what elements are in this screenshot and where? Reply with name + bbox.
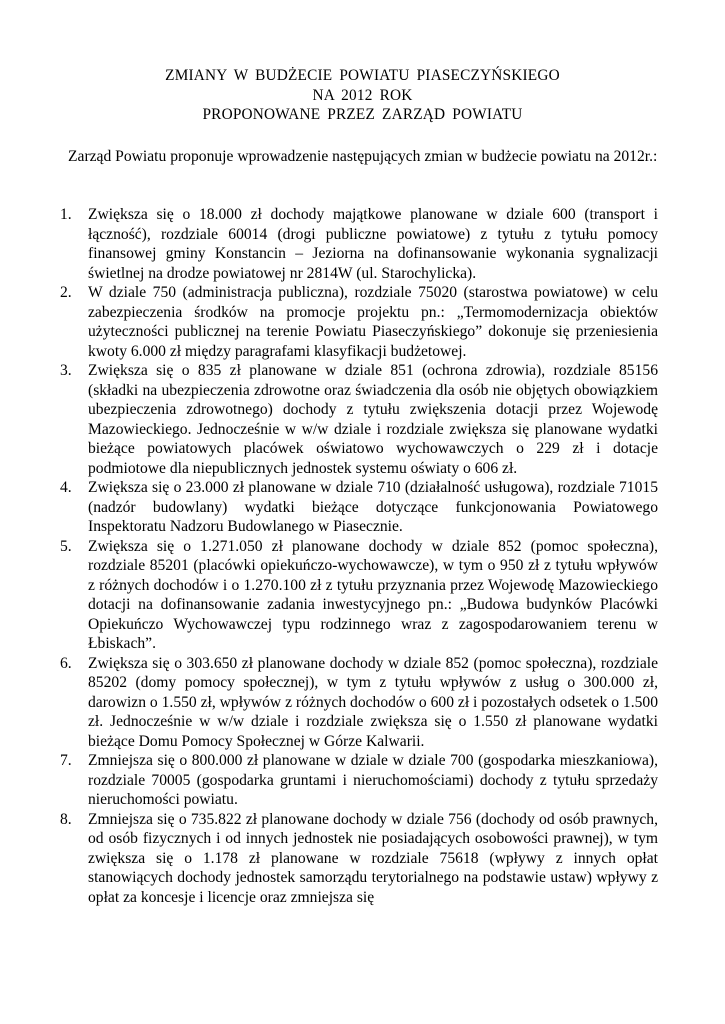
list-item-number: 4. xyxy=(60,479,72,496)
list-item xyxy=(0,283,725,361)
title-line-1: ZMIANY W BUDŻECIE POWIATU PIASECZYŃSKIEGO xyxy=(165,67,560,84)
list-item xyxy=(0,478,725,537)
list-item xyxy=(0,361,725,478)
list-item-text: W dziale 750 (administracja publiczna), rozdziale 75020 (starostwa powiatowe) w celu zabezpieczenia środków na promocje projektu pn.: „Termomodernizacja obiektów użyteczności publicznej na terenie Powiatu Piaseczyńskiego” dokonuje się przeniesienia kwoty 6.000 zł między paragrafami klasyfikacji budżetowej. xyxy=(88,284,658,360)
list-item xyxy=(0,810,725,908)
list-item-number: 6. xyxy=(60,654,72,672)
list-item-number: 7. xyxy=(60,752,72,769)
list-item-text: Zwiększa się o 18.000 zł dochody majątkowe planowane w dziale 600 (transport i łączność), rozdziale 60014 (drogi publiczne powiatowe) z tytułu z tytułu pomocy finansowej gminy Konstancin – Jeziorna na dofinansowanie wykonania sygnalizacji świetlnej na drodze powiatowej nr 2814W (ul. Starochylicka). xyxy=(88,206,658,282)
intro-paragraph: Zarząd Powiatu proponuje wprowadzenie następujących zmian w budżecie powiatu na 2012r.: xyxy=(68,148,658,165)
list-item xyxy=(0,751,725,810)
list-item xyxy=(0,537,725,654)
list-item-text: Zwiększa się o 835 zł planowane w dziale 851 (ochrona zdrowia), rozdziale 85156 (składki na ubezpieczenia zdrowotne oraz świadczenia dla osób nie objętych obowiązkiem ubezpieczenia zdrowotnego) dochody z tytułu zwiększenia dotacji przez Wojewodę Mazowieckiego. Jednocześnie w w/w dziale i rozdziale zwiększa się planowane wydatki bieżące powiatowych placówek oświatowo wychowawczych o 229 zł i dotacje podmiotowe dla niepublicznych jednostek systemu oświaty o 606 zł. xyxy=(88,362,658,477)
changes-list xyxy=(0,205,725,907)
list-item-number: 3. xyxy=(60,362,72,379)
list-item-number: 8. xyxy=(60,810,72,828)
list-item-text: Zwiększa się o 303.650 zł planowane dochody w dziale 852 (pomoc społeczna), rozdziale 85202 (domy pomocy społecznej), w tym z tytułu wpływów z usług o 300.000 zł, darowizn o 1.550 zł, wpływów z różnych dochodów o 600 zł i pozostałych odsetek o 1.500 zł. Jednocześnie w w/w dziale i rozdziale zwiększa się o 1.550 zł planowane wydatki bieżące Domu Pomocy Społecznej w Górze Kalwarii. xyxy=(88,654,658,750)
title-line-2: NA 2012 ROK xyxy=(312,86,413,104)
list-item-text: Zmniejsza się o 800.000 zł planowane w dziale w dziale 700 (gospodarka mieszkaniowa), rozdziale 70005 (gospodarka gruntami i nieruchomościami) dochody z tytułu sprzedaży nieruchomości powiatu. xyxy=(88,752,658,808)
list-item-text: Zwiększa się o 1.271.050 zł planowane dochody w dziale 852 (pomoc społeczna), rozdziale 85201 (placówki opiekuńczo-wychowawcze), w tym o 950 zł z tytułu wpływów z różnych dochodów i o 1.270.100 zł z tytułu przyznania przez Wojewodę Mazowieckiego dotacji na dofinansowanie zadania inwestycyjnego pn.: „Budowa budynków Placówki Opiekuńczo Wychowawczej typu rodzinnego wraz z zagospodarowaniem terenu w Łbiskach”. xyxy=(88,537,658,652)
list-item-number: 5. xyxy=(60,537,72,555)
document-title xyxy=(0,66,725,125)
list-item-text: Zmniejsza się o 735.822 zł planowane dochody w dziale 756 (dochody od osób prawnych, od osób fizycznych i od innych jednostek nie posiadających osobowości prawnej), w tym zwiększa się o 1.178 zł planowane w rozdziale 75618 (wpływy z innych opłat stanowiących dochody jednostek samorządu terytorialnego na podstawie ustaw) wpływy z opłat za koncesje i licencje oraz zmniejsza się xyxy=(88,810,658,906)
list-item-number: 2. xyxy=(60,284,72,301)
title-line-3: PROPONOWANE PRZEZ ZARZĄD POWIATU xyxy=(202,106,523,123)
list-item xyxy=(0,205,725,283)
list-item-number: 1. xyxy=(60,206,72,223)
list-item xyxy=(0,654,725,752)
list-item-text: Zwiększa się o 23.000 zł planowane w dziale 710 (działalność usługowa), rozdziale 71015 (nadzór budowlany) wydatki bieżące dotyczące funkcjonowania Powiatowego Inspektoratu Nadzoru Budowlanego w Piasecznie. xyxy=(88,479,658,535)
